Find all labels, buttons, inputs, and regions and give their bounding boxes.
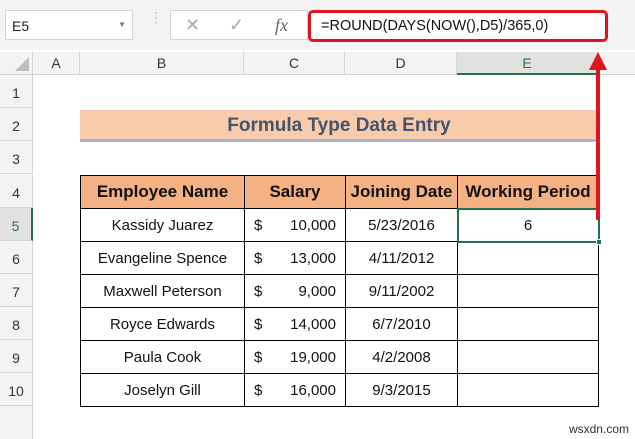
sheet-title[interactable]: Formula Type Data Entry [80,110,598,142]
currency-symbol: $ [254,381,263,399]
period-cell[interactable] [458,242,599,275]
name-cell[interactable]: Paula Cook [81,341,245,374]
row-header-filler [0,406,33,439]
watermark: wsxdn.com [568,422,629,436]
salary-cell[interactable] [245,374,346,407]
annotation-arrow [596,68,600,220]
date-cell[interactable]: 4/11/2012 [346,242,458,275]
date-cell[interactable]: 5/23/2016 [346,209,458,242]
name-cell[interactable]: Royce Edwards [81,308,245,341]
column-header-c[interactable]: C [244,52,345,75]
period-cell[interactable] [458,308,599,341]
period-cell[interactable] [458,341,599,374]
salary-cell[interactable] [245,209,346,242]
salary-cell[interactable] [245,275,346,308]
name-box[interactable] [5,10,133,40]
currency-symbol: $ [254,315,263,333]
enter-icon[interactable]: ✓ [229,15,245,35]
row-header[interactable]: 9 [0,340,33,373]
table-row [81,275,599,308]
employee-table [80,175,599,407]
name-cell[interactable]: Joselyn Gill [81,374,245,407]
row-header[interactable]: 6 [0,241,33,274]
row-header[interactable]: 8 [0,307,33,340]
row-header[interactable]: 10 [0,373,33,406]
formula-buttons [170,10,308,40]
table-row [81,242,599,275]
fill-handle[interactable] [596,239,602,245]
salary-value: 19,000 [290,348,336,366]
currency-symbol: $ [254,216,263,234]
header-cell[interactable]: Salary [245,176,346,209]
salary-value: 10,000 [290,216,336,234]
period-cell[interactable] [458,275,599,308]
formula-input[interactable]: =ROUND(DAYS(NOW(),D5)/365,0) [308,10,608,42]
period-cell[interactable] [458,374,599,407]
table-row [81,341,599,374]
fx-icon[interactable]: fx [275,15,288,35]
arrow-head-icon [589,52,607,70]
currency-symbol: $ [254,249,263,267]
header-cell[interactable]: Working Period [458,176,599,209]
cancel-icon[interactable]: ✕ [185,15,201,35]
currency-symbol: $ [254,348,263,366]
date-cell[interactable]: 6/7/2010 [346,308,458,341]
salary-cell[interactable] [245,308,346,341]
salary-cell[interactable] [245,341,346,374]
table-row [81,209,599,242]
salary-cell[interactable] [245,242,346,275]
table-row [81,308,599,341]
chevron-down-icon[interactable]: ▼ [118,20,126,29]
row-header[interactable]: 2 [0,108,33,141]
column-header-d[interactable]: D [345,52,457,75]
column-header-a[interactable]: A [33,52,80,75]
select-all-button[interactable] [0,52,33,75]
row-header[interactable]: 1 [0,75,33,108]
salary-value: 14,000 [290,315,336,333]
column-header-e[interactable]: E [457,52,598,75]
date-cell[interactable]: 9/11/2002 [346,275,458,308]
salary-value: 9,000 [298,282,336,300]
date-cell[interactable]: 9/3/2015 [346,374,458,407]
header-cell[interactable]: Employee Name [81,176,245,209]
row-header[interactable]: 7 [0,274,33,307]
name-cell[interactable]: Maxwell Peterson [81,275,245,308]
header-cell[interactable]: Joining Date [346,176,458,209]
column-header-b[interactable]: B [80,52,244,75]
salary-value: 16,000 [290,381,336,399]
period-value: 6 [523,216,533,234]
name-box-value: E5 [12,18,30,34]
row-header[interactable]: 3 [0,141,33,174]
table-row [81,374,599,407]
table-header-row [81,176,599,209]
date-cell[interactable]: 4/2/2008 [346,341,458,374]
name-cell[interactable]: Evangeline Spence [81,242,245,275]
name-cell[interactable]: Kassidy Juarez [81,209,245,242]
row-header[interactable]: 5 [0,208,33,241]
currency-symbol: $ [254,282,263,300]
drag-handle-icon[interactable]: ⋮ [149,9,163,25]
period-cell[interactable] [458,209,599,242]
salary-value: 13,000 [290,249,336,267]
row-header[interactable]: 4 [0,175,33,208]
